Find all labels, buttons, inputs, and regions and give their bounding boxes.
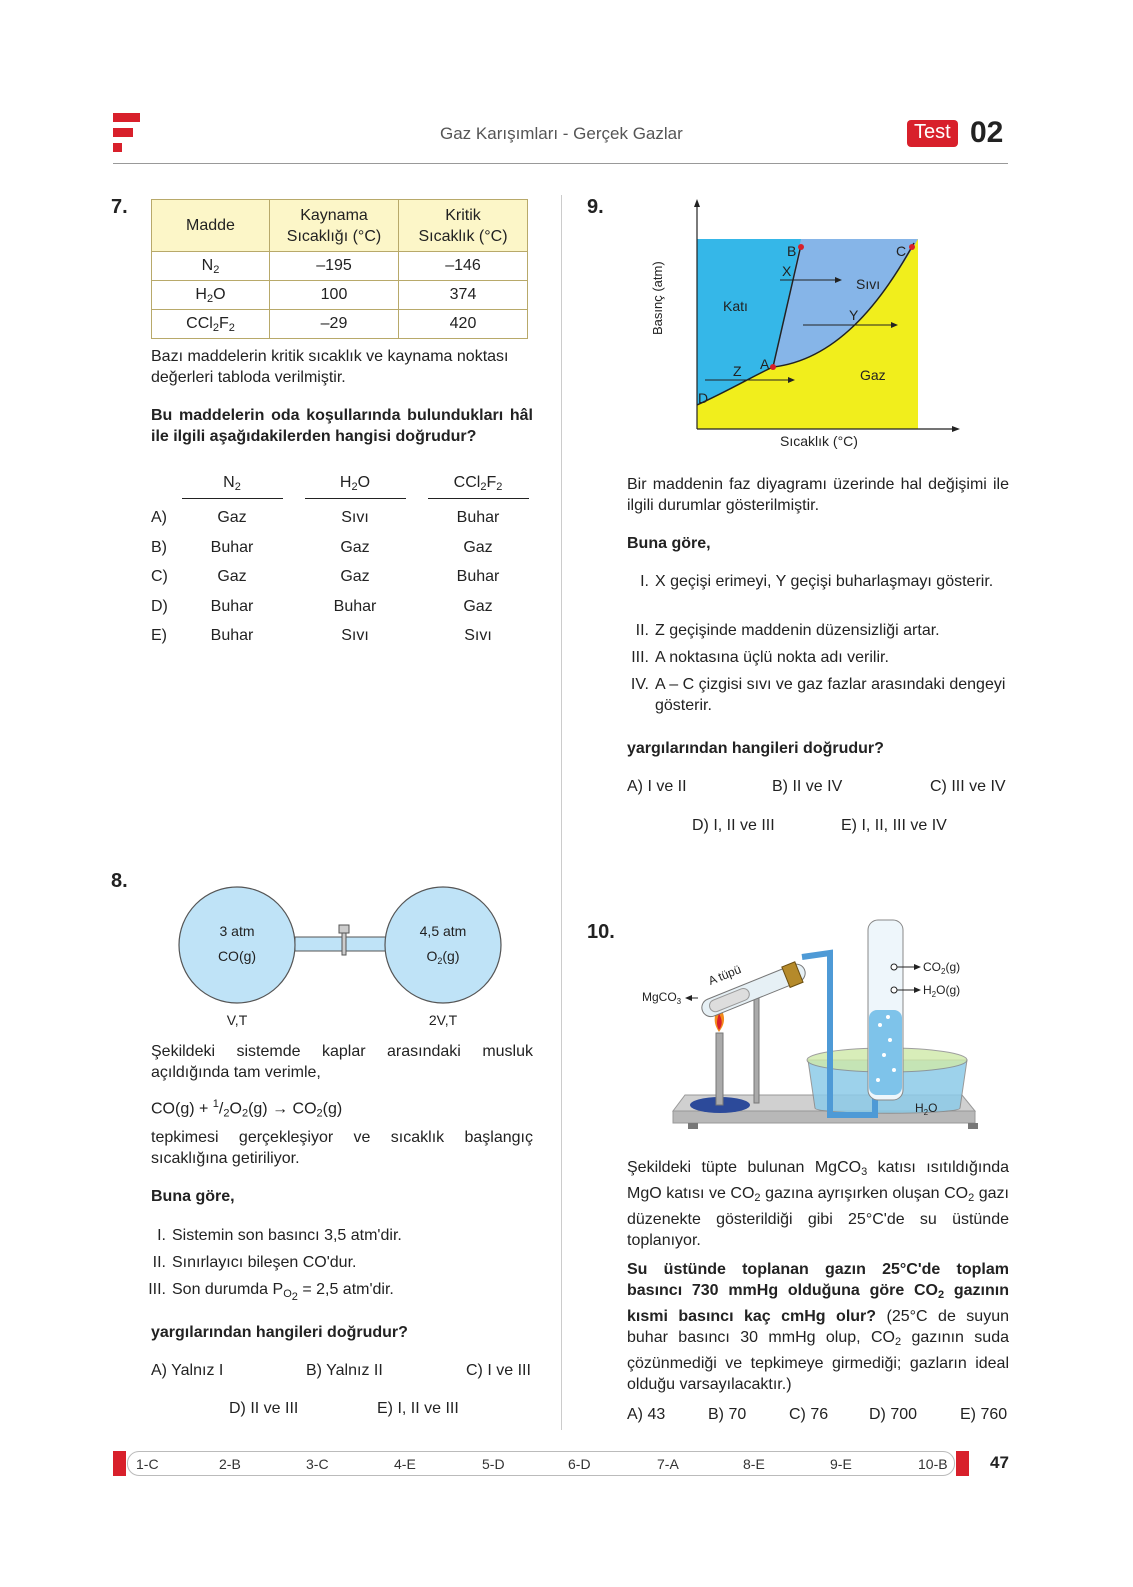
option-header-h2o: $H_2O$ <box>339 474 371 493</box>
point-label-b: B <box>787 243 797 259</box>
water-label: $H_2O$ <box>915 1101 938 1117</box>
table-cell: 420 <box>399 310 528 339</box>
answer-key-bar <box>113 1451 969 1476</box>
region-label-gas: Gaz <box>860 367 886 383</box>
q7-option-cell: Buhar <box>456 568 500 585</box>
q8-option-c[interactable]: C) I ve III <box>466 1362 531 1379</box>
left-flask <box>179 887 295 1003</box>
q7-option-cell: Sıvı <box>464 627 492 644</box>
test-badge: Test <box>907 120 958 147</box>
q9-option-e[interactable]: E) I, II, III ve IV <box>841 817 947 834</box>
q9-phase-diagram <box>650 195 970 455</box>
q7-question: Bu maddelerin oda koşullarında bulundukları hâl ile ilgili aşağıdakilerden hangisi doğrudur? <box>151 407 533 445</box>
answer-bar-right-accent <box>956 1451 969 1476</box>
test-number: 02 <box>970 116 1004 149</box>
region-label-liquid: Sıvı <box>856 276 881 292</box>
q7-option-cell: Gaz <box>217 568 247 585</box>
q8-after: tepkimesi gerçekleşiyor ve sıcaklık başlangıç sıcaklığına getiriliyor. <box>151 1129 533 1167</box>
q9-intro: Bir maddenin faz diyagramı üzerinde hal değişimi ile ilgili durumlar gösterilmiştir. <box>627 476 1009 514</box>
right-gas-label: $O_2(g)$ <box>426 948 460 966</box>
x-axis-label: Sıcaklık (°C) <box>780 433 858 449</box>
q7-property-table <box>151 199 528 339</box>
point-label-a: A <box>760 356 770 372</box>
q9-option-a[interactable]: A) I ve II <box>627 778 687 795</box>
gas2-label: $H_2O(g)$ <box>923 983 961 999</box>
q7-option-label[interactable]: C) <box>151 568 168 585</box>
answer-key-container <box>127 1451 955 1476</box>
answer-key-item: 7-A <box>657 1456 679 1472</box>
q8-option-e[interactable]: E) I, II ve III <box>377 1400 459 1417</box>
q10-intro: Şekildeki tüpte bulunan MgCO$_3$ katısı ısıtıldığında MgO katısı ve $CO_2$ gazına ayrışırken oluşan $CO_2$ gazı düzenekte gösterildiği gibi 25°C'de su üstünde toplanıyor. <box>627 1159 1010 1249</box>
answer-key-item: 1-C <box>136 1456 159 1472</box>
underline <box>305 498 406 499</box>
q8-option-d[interactable]: D) II ve III <box>229 1400 299 1417</box>
q8-intro: Şekildeki sistemde kaplar arasındaki musluk açıldığında tam verimle, <box>151 1043 533 1081</box>
point-label-d: D <box>698 390 709 406</box>
q8-question: yargılarından hangileri doğrudur? <box>151 1324 408 1341</box>
left-gas-label: CO(g) <box>217 948 257 964</box>
q10-option-d[interactable]: D) 700 <box>869 1406 918 1423</box>
answer-key-item: 2-B <box>219 1456 241 1472</box>
q10-question: Su üstünde toplanan gazın 25°C'de toplam basıncı 730 mmHg olduğuna göre $CO_2$ gazının kısmi basıncı kaç cmHg olur? (25°C de suyun buhar basıncı 30 mmHg olup, $CO_2$ gazının suda çözünmediği ve tepkimeye girmediği; gazların ideal olduğu varsayılacaktır.) <box>627 1261 1010 1393</box>
q10-option-b[interactable]: B) 70 <box>708 1406 747 1423</box>
answer-key-item: 9-E <box>830 1456 852 1472</box>
table-cell: 374 <box>399 281 528 310</box>
question-7-number: 7. <box>111 196 128 218</box>
q7-option-cell: Buhar <box>210 627 254 644</box>
q7-option-label[interactable]: B) <box>151 538 167 556</box>
table-cell: –146 <box>399 252 528 281</box>
q9-option-c[interactable]: C) III ve IV <box>930 778 1006 795</box>
q8-option-a[interactable]: A) Yalnız I <box>151 1362 224 1379</box>
right-volume-label: 2V,T <box>428 1012 458 1028</box>
table-row <box>152 281 528 310</box>
point-label-y: Y <box>849 307 859 323</box>
q9-option-b[interactable]: B) II ve IV <box>772 778 843 795</box>
question-9-number: 9. <box>587 196 604 218</box>
q7-option-label[interactable]: A) <box>151 509 167 526</box>
q7-option-cell: Gaz <box>463 597 493 615</box>
answer-key-item: 4-E <box>394 1456 416 1472</box>
underline <box>428 498 529 499</box>
table-header-cell: Kritik Sıcaklık (°C) <box>399 200 528 252</box>
region-label-solid: Katı <box>723 298 748 314</box>
left-pressure-label: 3 atm <box>219 923 255 939</box>
gas1-label: $CO_2(g)$ <box>923 960 961 976</box>
q7-option-cell: Buhar <box>210 597 254 615</box>
solid-label: MgCO$_3$ <box>642 990 682 1006</box>
q7-option-cell: Buhar <box>333 597 377 615</box>
q7-option-cell: Gaz <box>340 538 370 556</box>
header-divider <box>113 163 1008 164</box>
question-10-number: 10. <box>587 921 615 943</box>
q7-intro: Bazı maddelerin kritik sıcaklık ve kaynama noktası değerleri tabloda verilmiştir. <box>151 348 509 386</box>
q8-two-flask-figure <box>175 883 510 1033</box>
answer-bar-left-accent <box>113 1451 126 1476</box>
q7-option-cell: Buhar <box>210 538 254 556</box>
point-label-x: X <box>782 263 792 279</box>
page-header-title: Gaz Karışımları - Gerçek Gazlar <box>440 124 683 143</box>
question-8-number: 8. <box>111 870 128 892</box>
q10-option-e[interactable]: E) 760 <box>960 1406 1008 1423</box>
q8-lead: Buna göre, <box>151 1188 235 1205</box>
answer-key-item: 10-B <box>918 1456 948 1472</box>
y-axis-label: Basınç (atm) <box>650 261 665 335</box>
answer-key-item: 6-D <box>568 1456 591 1472</box>
column-divider <box>561 195 562 1430</box>
answer-key-item: 5-D <box>482 1456 505 1472</box>
q10-option-a[interactable]: A) 43 <box>627 1406 666 1423</box>
q7-option-cell: Sıvı <box>341 509 369 526</box>
table-row <box>152 310 528 339</box>
table-header-cell: Kaynama Sıcaklığı (°C) <box>270 200 399 252</box>
tube-label: A tüpü <box>706 962 744 988</box>
q8-option-b[interactable]: B) Yalnız II <box>306 1362 383 1379</box>
table-cell-substance: $CCl_2F_2$ <box>152 310 270 339</box>
q7-option-cell: Gaz <box>217 509 247 526</box>
underline <box>182 498 283 499</box>
q7-option-cell: Gaz <box>340 568 370 585</box>
right-pressure-label: 4,5 atm <box>419 923 467 939</box>
table-cell: –195 <box>270 252 399 281</box>
option-header-ccl2f2: $CCl_2F_2$ <box>453 474 503 493</box>
q7-option-label[interactable]: E) <box>151 627 167 644</box>
point-label-z: Z <box>733 363 742 379</box>
answer-key-item: 3-C <box>306 1456 329 1472</box>
q7-option-cell: Gaz <box>463 538 493 556</box>
answer-key-item: 8-E <box>743 1456 765 1472</box>
q7-option-label[interactable]: D) <box>151 597 168 615</box>
option-header-n2: $N_2$ <box>223 474 241 493</box>
q9-option-d[interactable]: D) I, II ve III <box>692 817 775 834</box>
table-cell-substance: $H_2O$ <box>152 281 270 310</box>
table-cell: –29 <box>270 310 399 339</box>
q9-question: yargılarından hangileri doğrudur? <box>627 740 884 757</box>
q10-gas-collection-apparatus <box>640 915 1010 1150</box>
q8-reaction: $CO(g) + ^1/_2O_2(g) \to CO_2(g)$ <box>151 1098 343 1120</box>
table-row <box>152 252 528 281</box>
page-number: 47 <box>990 1453 1009 1472</box>
table-cell-substance: $N_2$ <box>152 252 270 281</box>
q7-option-cell: Sıvı <box>341 627 369 644</box>
point-label-c: C <box>896 243 907 259</box>
stopcock-icon <box>339 925 349 933</box>
q10-option-c[interactable]: C) 76 <box>789 1406 829 1423</box>
q9-lead: Buna göre, <box>627 535 711 552</box>
table-cell: 100 <box>270 281 399 310</box>
q7-option-cell: Buhar <box>456 509 500 526</box>
left-volume-label: V,T <box>226 1012 248 1028</box>
table-header-cell: Madde <box>152 200 270 252</box>
right-flask <box>385 887 501 1003</box>
